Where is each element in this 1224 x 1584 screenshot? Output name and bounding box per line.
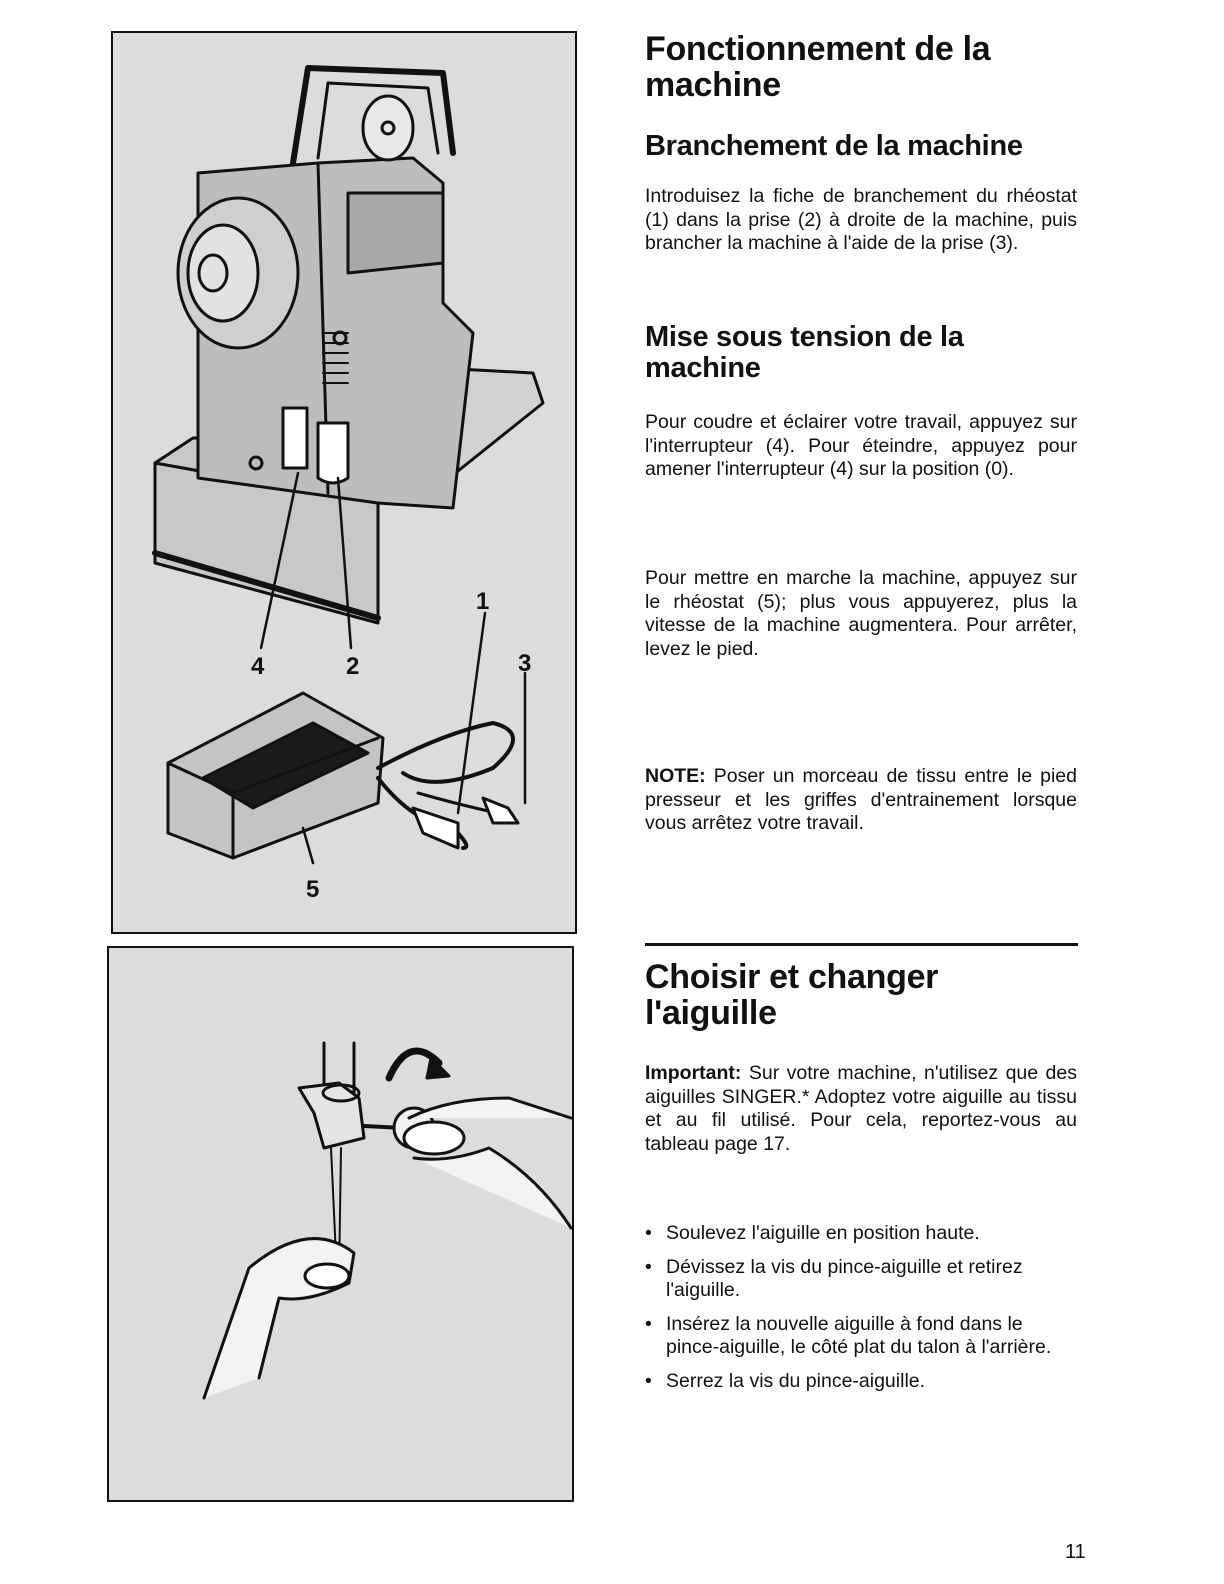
paragraph-rheostat: Pour mettre en marche la machine, appuyez sur le rhéostat (5); plus vous appuyerez, plus la vitesse de la machine augmentera. Pour arrêter, levez le pied.: [645, 567, 1077, 660]
heading-mise-sous-tension: Mise sous tension de la machine: [645, 321, 964, 384]
callout-5: 5: [306, 876, 320, 903]
list-item: • Soulevez l'aiguille en position haute.: [645, 1222, 1077, 1246]
note-paragraph: [645, 765, 1077, 836]
callout-2: 2: [346, 653, 360, 680]
important-text: Sur votre machine, n'utilisez que des aiguilles SINGER.* Adoptez votre aiguille au tissu et au fil utilisé. Pour cela, reportez-vous au tableau page 17.: [645, 1062, 1077, 1155]
needle-steps-list: [645, 1222, 1077, 1404]
paragraph-switch: Pour coudre et éclairer votre travail, appuyez sur l'interrupteur (4). Pour éteindre, appuyez pour amener l'interrupteur (4) sur la position (0).: [645, 411, 1077, 481]
note-label: NOTE:: [645, 765, 706, 787]
important-paragraph: [645, 1062, 1077, 1156]
section-title-needle: Choisir et changer l'aiguille: [645, 958, 939, 1032]
section-title-operation: Fonctionnement de la machine: [645, 30, 991, 104]
paragraph-branchement: Introduisez la fiche de branchement du rhéostat (1) dans la prise (2) à droite de la machine, puis brancher la machine à l'aide de la prise (3).: [645, 185, 1077, 255]
needle-illustration: [109, 948, 574, 1502]
callout-1: 1: [476, 588, 490, 615]
list-item: • Insérez la nouvelle aiguille à fond dans le pince-aiguille, le côté plat du talon à l'arrière.: [645, 1313, 1077, 1360]
heading-branchement: Branchement de la machine: [645, 130, 1023, 162]
list-item: • Serrez la vis du pince-aiguille.: [645, 1370, 1077, 1394]
callout-4: 4: [251, 653, 265, 680]
list-item: • Dévissez la vis du pince-aiguille et retirez l'aiguille.: [645, 1256, 1077, 1303]
important-label: Important:: [645, 1062, 742, 1084]
callout-3: 3: [518, 650, 532, 677]
note-text: Poser un morceau de tissu entre le pied presseur et les griffes d'entrainement lorsque vous arrêtez votre travail.: [645, 765, 1077, 835]
needle-change-figure: [107, 946, 574, 1502]
page-number: 11: [1065, 1541, 1086, 1563]
machine-connection-figure: [111, 31, 577, 934]
machine-illustration: [113, 33, 577, 934]
section-divider: [645, 943, 1078, 946]
